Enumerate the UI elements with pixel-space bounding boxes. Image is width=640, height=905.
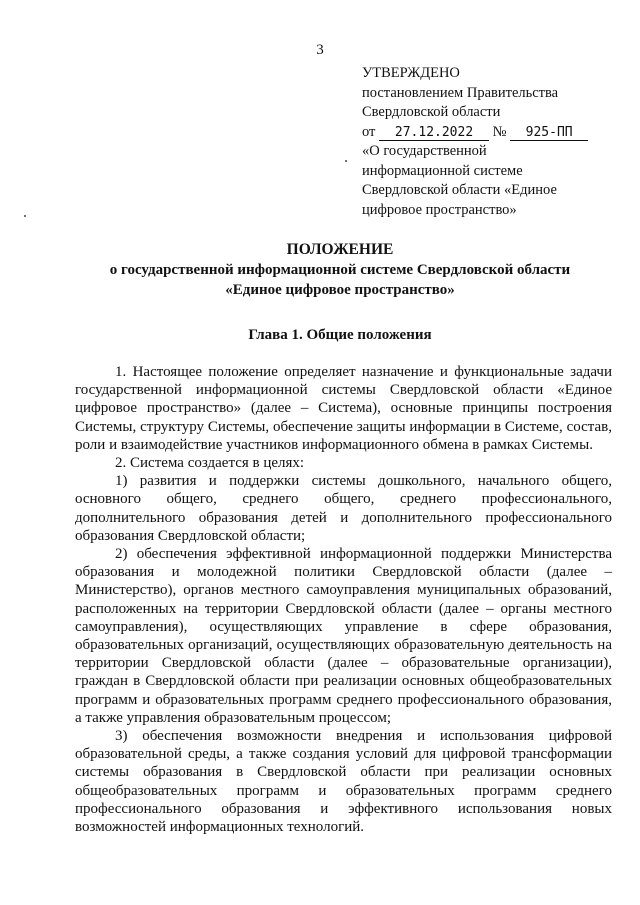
list-item: 3) обеспечения возможности внедрения и использования цифровой образовательной среды, а также создания условий для цифровой трансформации системы образования в Свердловской области при реализации основных общеобразовательных программ и образовательных программ среднего профессионального образования и эффективного использования новых возможностей информационных технологий. <box>75 728 612 836</box>
title-line: ПОЛОЖЕНИЕ <box>286 241 394 258</box>
from-label: от <box>362 123 376 140</box>
chapter-heading: Глава 1. Общие положения <box>248 327 432 343</box>
number-label: № <box>492 123 507 140</box>
approval-line: постановлением Правительства <box>362 84 559 101</box>
approval-subject-line: «О государственной <box>362 143 487 159</box>
scan-artifact <box>24 215 26 217</box>
list-item: 1) развития и поддержки системы дошкольного, начального общего, основного общего, среднего общего, среднего профессионального, дополнительного образования детей и дополнительного профессионального образования Свердловской области; <box>75 473 612 544</box>
paragraph: 2. Система создается в целях: <box>115 455 305 472</box>
page-number: 3 <box>316 42 324 58</box>
scan-artifact <box>345 160 347 162</box>
document-body <box>75 363 612 836</box>
approval-line: Свердловской области <box>362 104 501 120</box>
approval-block <box>362 64 622 220</box>
approval-heading: УТВЕРЖДЕНО <box>362 65 460 81</box>
list-item: 2) обеспечения эффективной информационной поддержки Министерства образования и молодежной политики Свердловской области (далее – Министерство), органов местного самоуправления муниципальных образований, расположенных на территории Свердловской области (далее – органы местного самоуправления), осуществляющих управление в сфере образования, образовательных организаций, осуществляющих образовательную деятельность на территории Свердловской области (далее – образовательные организации), граждан в Свердловской области при реализации основных общеобразовательных программ и образовательных программ среднего профессионального образования, а также управления образовательным процессом; <box>75 546 612 726</box>
paragraph: 1. Настоящее положение определяет назначение и функциональные задачи государственной информационной системы Свердловской области «Единое цифровое пространство» (далее – Система), основные принципы построения Системы, структуру Системы, обеспечение защиты информации в Системе, состав, роли и взаимодействие участников информационного обмена в рамках Системы. <box>75 364 612 453</box>
approval-date: 27.12.2022 <box>379 125 489 141</box>
approval-subject-line: информационной системе <box>362 162 523 179</box>
approval-subject-line: Свердловской области «Единое <box>362 182 557 198</box>
approval-subject-line: цифровое пространство» <box>362 201 517 218</box>
document-title <box>0 240 640 300</box>
title-line: о государственной информационной системе Свердловской области <box>109 262 571 278</box>
title-line: «Единое цифровое пространство» <box>225 282 455 298</box>
approval-number: 925-ПП <box>510 125 588 141</box>
approval-date-line <box>362 123 622 143</box>
